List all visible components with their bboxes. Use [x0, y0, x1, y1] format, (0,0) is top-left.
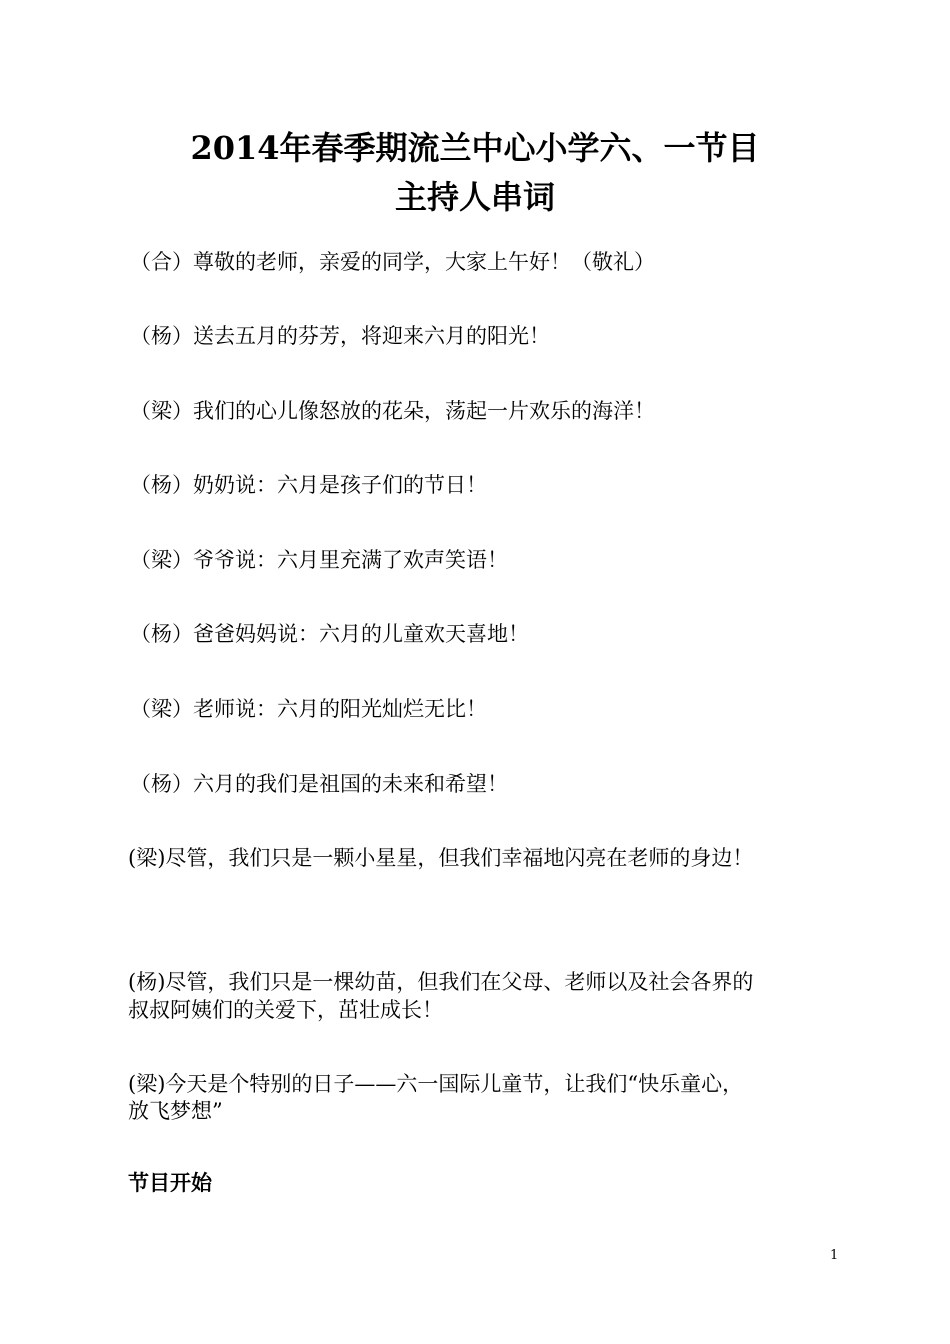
- script-line-1: （合）尊敬的老师，亲爱的同学，大家上午好！（敬礼）: [130, 250, 655, 274]
- script-paragraph-3-line-2: 放飞梦想”: [128, 1099, 223, 1123]
- script-line-3: （梁）我们的心儿像怒放的花朵，荡起一片欢乐的海洋！: [130, 399, 655, 423]
- script-paragraph-2-line-1: (杨)尽管，我们只是一棵幼苗，但我们在父母、老师以及社会各界的: [128, 970, 754, 994]
- script-line-8: （杨）六月的我们是祖国的未来和希望！: [130, 772, 508, 796]
- script-line-4: （杨）奶奶说：六月是孩子们的节日！: [130, 473, 487, 497]
- page-number: 1: [830, 1248, 839, 1263]
- script-line-5: （梁）爷爷说：六月里充满了欢声笑语！: [130, 548, 508, 572]
- script-line-6: （杨）爸爸妈妈说：六月的儿童欢天喜地！: [130, 622, 529, 646]
- script-paragraph-1: (梁)尽管，我们只是一颗小星星，但我们幸福地闪亮在老师的身边！: [128, 846, 754, 870]
- script-line-7: （梁）老师说：六月的阳光灿烂无比！: [130, 697, 487, 721]
- script-paragraph-3-line-1: (梁)今天是个特别的日子——六一国际儿童节，让我们“快乐童心，: [128, 1072, 744, 1096]
- script-paragraph-2-line-2: 叔叔阿姨们的关爱下，茁壮成长！: [128, 998, 443, 1022]
- document-title-line-2: 主持人串词: [394, 178, 555, 216]
- document-title-line-1: 2014年春季期流兰中心小学六、一节目: [190, 129, 760, 167]
- script-line-2: （杨）送去五月的芬芳，将迎来六月的阳光！: [130, 324, 550, 348]
- section-heading: 节目开始: [128, 1170, 212, 1195]
